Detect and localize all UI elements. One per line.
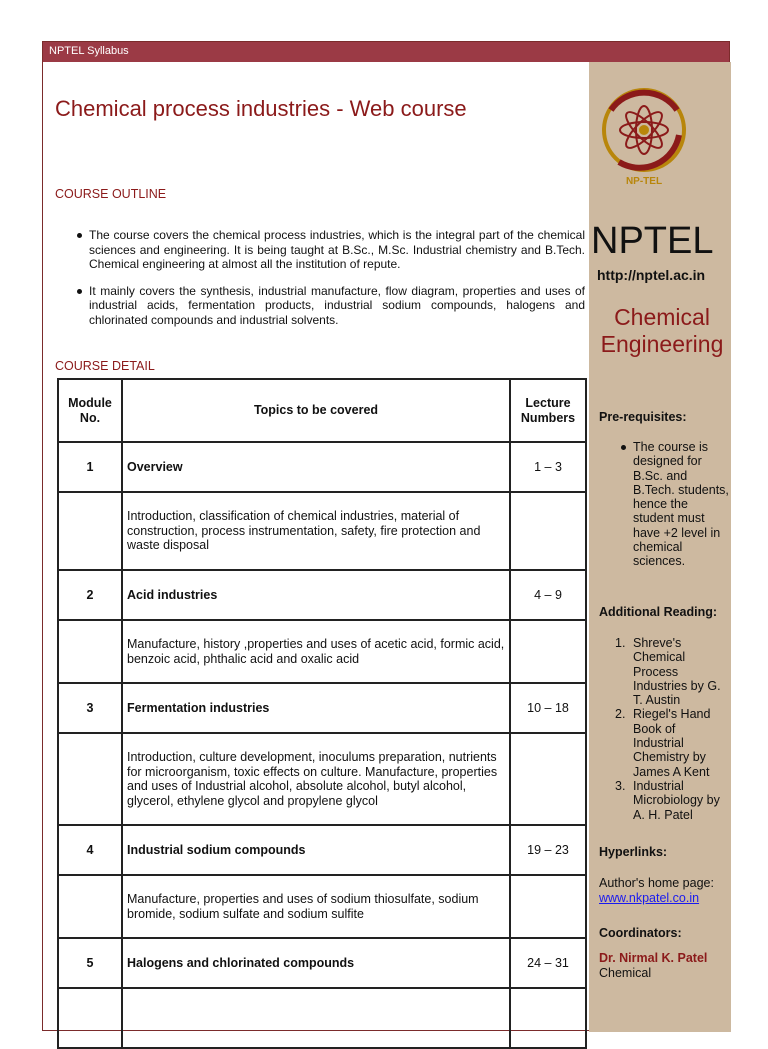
module-topic: Acid industries bbox=[122, 570, 510, 620]
author-home-label: Author's home page: bbox=[599, 876, 714, 890]
empty-cell bbox=[510, 988, 586, 1048]
logo-text: NP-TEL bbox=[625, 176, 663, 187]
module-description bbox=[122, 988, 510, 1048]
module-description: Introduction, culture development, inoculums preparation, nutrients for microorganism, toxic effects on culture. Manufacture, properties and uses of Industrial alcohol, absolute alcohol, butyl alcohol, glycerol, ethylene glycol and propylene glycol bbox=[122, 733, 510, 825]
table-row bbox=[58, 492, 586, 570]
page-title: Chemical process industries - Web course bbox=[55, 96, 467, 121]
table-header-row bbox=[58, 379, 586, 442]
module-lectures: 19 – 23 bbox=[510, 825, 586, 875]
module-number: 1 bbox=[58, 442, 122, 492]
table-row bbox=[58, 825, 586, 875]
table-row bbox=[58, 620, 586, 683]
empty-cell bbox=[510, 733, 586, 825]
outline-item: The course covers the chemical process industries, which is the integral part of the chemical sciences and engineering. It is being taught at B.Sc., M.Sc. Industrial chemistry and B.Tech. Chemical engineering at almost all the institution of repute. bbox=[89, 228, 585, 271]
course-outline-list bbox=[89, 228, 585, 339]
table-row bbox=[58, 988, 586, 1048]
coordinators-heading: Coordinators: bbox=[599, 926, 682, 940]
module-description: Introduction, classification of chemical industries, material of construction, process instrumentation, safety, fire protection and waste disposal bbox=[122, 492, 510, 570]
empty-cell bbox=[58, 988, 122, 1048]
empty-cell bbox=[58, 875, 122, 938]
column-header-topics: Topics to be covered bbox=[122, 379, 510, 442]
module-number: 5 bbox=[58, 938, 122, 988]
hyperlinks-heading: Hyperlinks: bbox=[599, 845, 668, 859]
module-topic: Overview bbox=[122, 442, 510, 492]
module-lectures: 24 – 31 bbox=[510, 938, 586, 988]
module-description: Manufacture, properties and uses of sodium thiosulfate, sodium bromide, sodium sulfate and sodium sulfite bbox=[122, 875, 510, 938]
course-detail-table bbox=[57, 378, 587, 1049]
module-lectures: 1 – 3 bbox=[510, 442, 586, 492]
empty-cell bbox=[510, 620, 586, 683]
module-lectures: 10 – 18 bbox=[510, 683, 586, 733]
header-label: NPTEL Syllabus bbox=[49, 45, 129, 57]
table-row bbox=[58, 570, 586, 620]
coordinator-dept: Chemical bbox=[599, 965, 652, 980]
prereq-list bbox=[633, 440, 729, 569]
column-header-lectures: Lecture Numbers bbox=[510, 379, 586, 442]
department-line: Engineering bbox=[600, 331, 724, 357]
department-line: Chemical bbox=[614, 304, 710, 330]
nptel-logo-icon bbox=[599, 80, 689, 190]
department-name bbox=[593, 304, 731, 358]
table-row bbox=[58, 683, 586, 733]
list-item: Shreve's Chemical Process Industries by G. T. Austin bbox=[633, 636, 721, 708]
table-row bbox=[58, 733, 586, 825]
reading-list bbox=[633, 636, 729, 822]
module-description: Manufacture, history ,properties and uses of acetic acid, formic acid, benzoic acid, phthalic acid and oxalic acid bbox=[122, 620, 510, 683]
author-home-link[interactable]: www.nkpatel.co.in bbox=[599, 890, 700, 905]
empty-cell bbox=[510, 875, 586, 938]
course-detail-heading: COURSE DETAIL bbox=[55, 359, 155, 373]
reading-heading: Additional Reading: bbox=[599, 605, 718, 619]
author-home bbox=[599, 876, 714, 905]
page-frame bbox=[42, 41, 730, 1031]
empty-cell bbox=[58, 620, 122, 683]
empty-cell bbox=[58, 492, 122, 570]
module-topic: Fermentation industries bbox=[122, 683, 510, 733]
table-row bbox=[58, 938, 586, 988]
list-item: The course is designed for B.Sc. and B.Tech. students, hence the student must have +2 level in chemical sciences. bbox=[633, 440, 729, 569]
course-outline-heading: COURSE OUTLINE bbox=[55, 187, 167, 201]
coordinator bbox=[599, 951, 707, 980]
site-url[interactable]: http://nptel.ac.in bbox=[597, 267, 706, 283]
top-bar bbox=[43, 42, 729, 62]
table-row bbox=[58, 875, 586, 938]
brand-name: NPTEL bbox=[591, 220, 714, 262]
prereq-heading: Pre-requisites: bbox=[599, 410, 687, 424]
module-lectures: 4 – 9 bbox=[510, 570, 586, 620]
table-row bbox=[58, 442, 586, 492]
sidebar bbox=[589, 62, 731, 1032]
outline-item: It mainly covers the synthesis, industrial manufacture, flow diagram, properties and uses of industrial acids, fermentation products, industrial sodium compounds, halogens and chlorinated compounds and industrial solvents. bbox=[89, 283, 585, 327]
empty-cell bbox=[58, 733, 122, 825]
module-topic: Halogens and chlorinated compounds bbox=[122, 938, 510, 988]
coordinator-name: Dr. Nirmal K. Patel bbox=[599, 951, 708, 965]
list-item: Industrial Microbiology by A. H. Patel bbox=[633, 778, 720, 822]
column-header-module: Module No. bbox=[58, 379, 122, 442]
main-content bbox=[43, 62, 589, 1032]
list-item: Riegel's Hand Book of Industrial Chemistry by James A Kent bbox=[633, 707, 711, 779]
nptel-logo bbox=[599, 80, 689, 190]
module-number: 2 bbox=[58, 570, 122, 620]
module-topic: Industrial sodium compounds bbox=[122, 825, 510, 875]
empty-cell bbox=[510, 492, 586, 570]
module-number: 3 bbox=[58, 683, 122, 733]
module-number: 4 bbox=[58, 825, 122, 875]
